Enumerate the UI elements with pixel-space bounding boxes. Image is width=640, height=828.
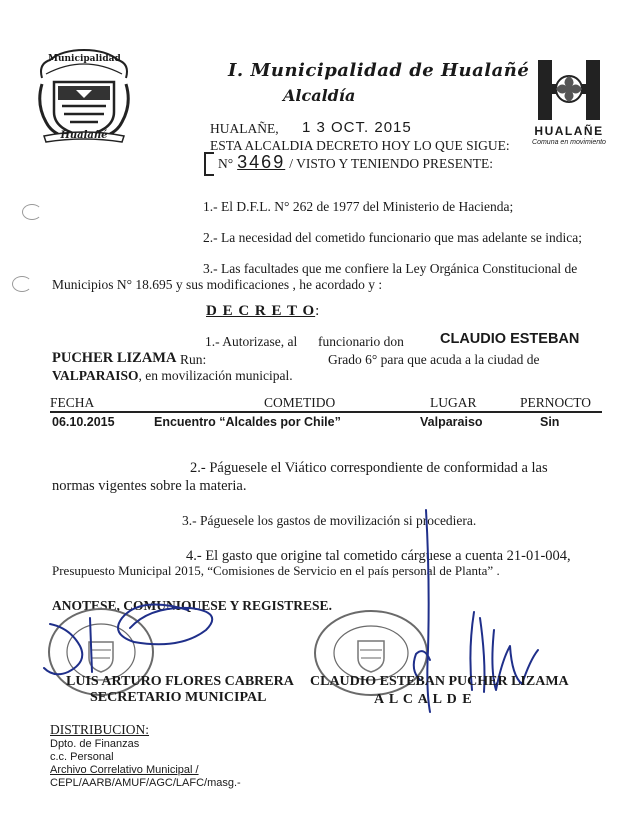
table-cell-lugar: Valparaiso	[420, 415, 483, 429]
destination-city: VALPARAISO	[52, 368, 139, 383]
coat-of-arms-bottom-label: Hualañé	[60, 130, 108, 141]
hualane-brand-name: HUALAÑE	[534, 124, 604, 138]
article-4-line-1: 4.- El gasto que origine tal cometido cárguese a cuenta 21-01-004,	[186, 548, 571, 564]
closing-formula: ANOTESE, COMUNIQUESE Y REGISTRESE.	[52, 598, 332, 613]
hualane-brand-tagline: Comuna en movimiento	[532, 139, 606, 146]
visto-2: 2.- La necesidad del cometido funcionario que mas adelante se indica;	[203, 230, 582, 245]
distribution-line: c.c. Personal	[50, 751, 114, 763]
article-1-transport: , en movilización municipal.	[138, 368, 293, 383]
municipality-subtitle: Alcaldía	[283, 86, 356, 105]
decree-intro-line: ESTA ALCALDIA DECRETO HOY LO QUE SIGUE:	[210, 138, 510, 153]
decree-city: HUALAÑE,	[210, 121, 279, 136]
article-1-intro: 1.- Autorizase, al	[205, 334, 298, 349]
table-header-lugar: LUGAR	[430, 395, 477, 410]
article-2-line-1: 2.- Páguesele el Viático correspondiente de conformidad a las	[190, 460, 548, 476]
mayor-title: A L C A L D E	[374, 692, 473, 707]
secretary-name: LUIS ARTURO FLORES CABRERA	[66, 674, 294, 689]
hualane-brand-logo	[528, 58, 610, 154]
article-2-line-2: normas vigentes sobre la materia.	[52, 478, 247, 494]
decree-number: 3469	[237, 152, 286, 172]
municipal-coat-of-arms-logo	[36, 44, 132, 148]
decree-number-prefix: N°	[218, 156, 234, 171]
article-4-line-2: Presupuesto Municipal 2015, “Comisiones de Servicio en el país personal de Planta” .	[52, 563, 500, 578]
coat-of-arms-top-label: Municipalidad	[48, 54, 121, 64]
article-1-line-3	[52, 367, 293, 385]
article-1-grade-destination: Grado 6° para que acuda a la ciudad de	[328, 352, 540, 367]
official-name-part-2: PUCHER LIZAMA	[52, 350, 177, 366]
mayor-name: CLAUDIO ESTEBAN PUCHER LIZAMA	[310, 674, 569, 689]
distribution-heading: DISTRIBUCION:	[50, 722, 150, 737]
distribution-line: Archivo Correlativo Municipal /	[50, 764, 199, 776]
table-cell-pernocto: Sin	[540, 415, 560, 429]
official-run-label: Run:	[180, 352, 207, 367]
visto-1: 1.- El D.F.L. N° 262 de 1977 del Ministerio de Hacienda;	[203, 199, 514, 214]
decree-number-line	[204, 152, 493, 176]
secretary-title: SECRETARIO MUNICIPAL	[90, 690, 267, 705]
decreto-heading-text: D E C R E T O	[206, 303, 316, 319]
visto-3-line-1: 3.- Las facultades que me confiere la Ley Orgánica Constitucional de	[203, 261, 578, 276]
article-1-funcionario: funcionario don	[318, 334, 404, 349]
hualane-h-mark-icon	[528, 58, 610, 122]
stamp-bracket-icon	[204, 152, 214, 176]
table-header-fecha: FECHA	[50, 395, 95, 410]
decreto-heading	[206, 302, 319, 320]
punch-hole-mark	[12, 276, 32, 292]
official-name-part-1: CLAUDIO ESTEBAN	[440, 331, 580, 347]
visto-3-line-2: Municipios N° 18.695 y sus modificaciones , he acordado y :	[52, 277, 383, 292]
table-header-pernocto: PERNOCTO	[520, 395, 592, 410]
decree-visto-heading: / VISTO Y TENIENDO PRESENTE:	[289, 156, 493, 171]
punch-hole-mark	[22, 204, 42, 220]
table-header-cometido: COMETIDO	[264, 395, 336, 410]
distribution-line: CEPL/AARB/AMUF/AGC/LAFC/masg.-	[50, 777, 241, 789]
distribution-line: Dpto. de Finanzas	[50, 738, 140, 750]
decree-date-stamp: 1 3 OCT. 2015	[302, 119, 412, 136]
commission-table	[50, 395, 602, 435]
article-3: 3.- Páguesele los gastos de movilización si procediera.	[182, 513, 477, 528]
table-header-divider	[50, 411, 602, 413]
table-cell-fecha: 06.10.2015	[52, 415, 115, 429]
secretary-handwritten-signature	[30, 588, 230, 688]
table-cell-cometido: Encuentro “Alcaldes por Chile”	[154, 415, 341, 429]
decreto-heading-colon: :	[315, 303, 320, 319]
municipality-title: I. Municipalidad de Hualañé	[228, 60, 530, 81]
